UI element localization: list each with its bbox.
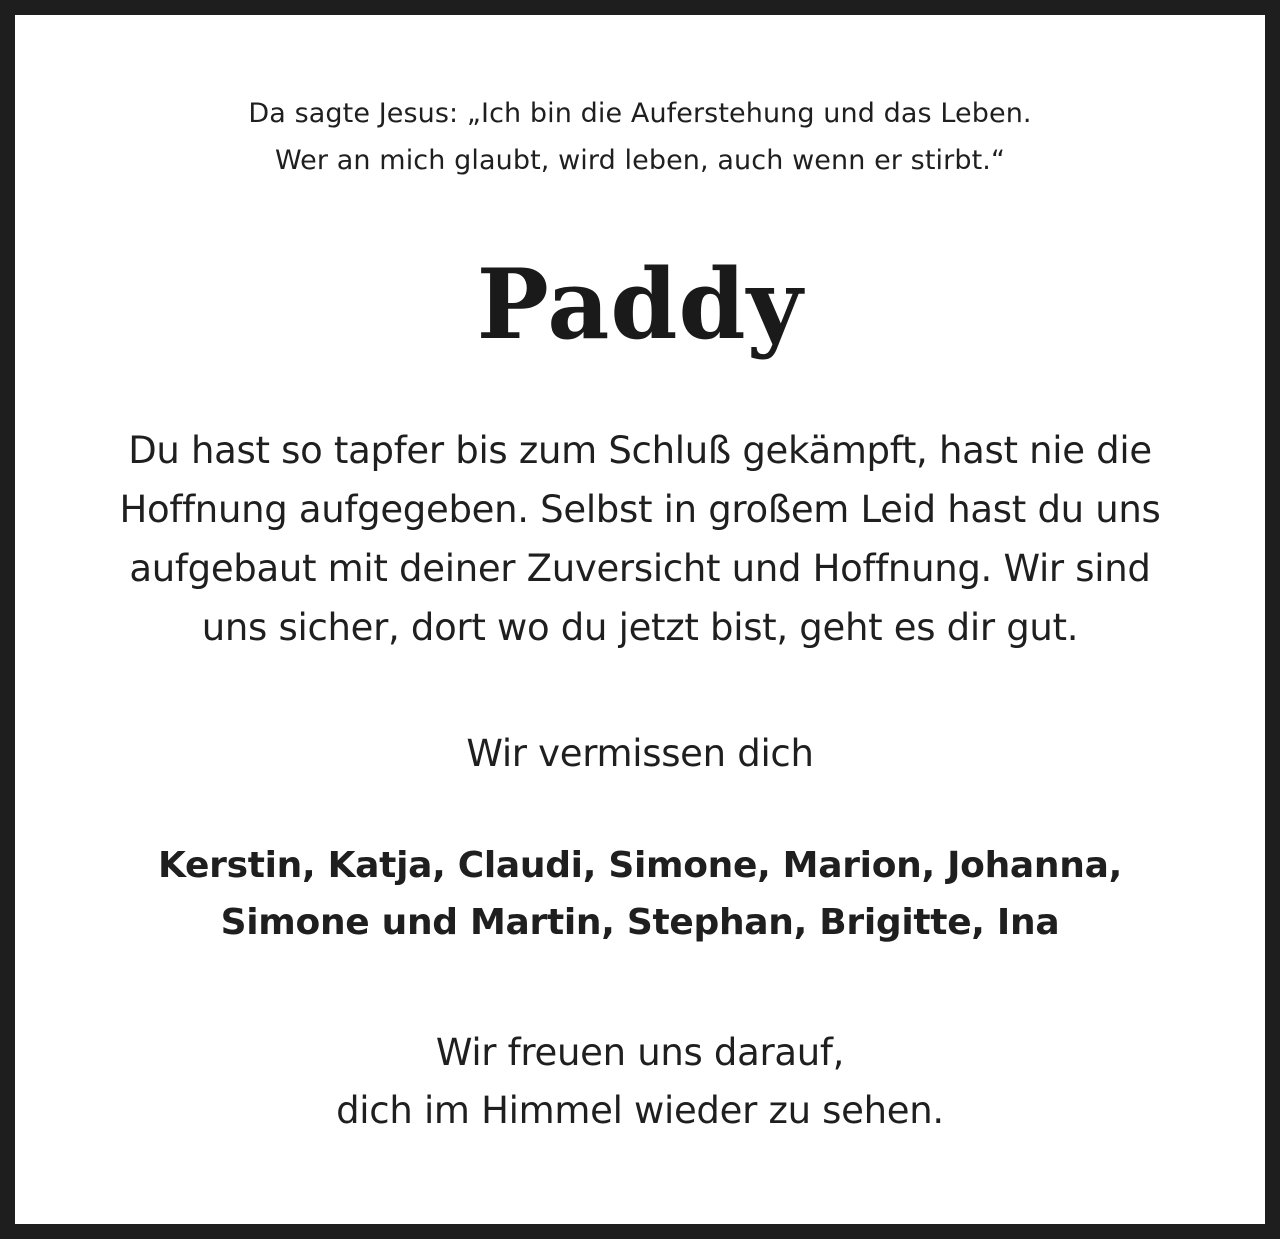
signers-line-1: Kerstin, Katja, Claudi, Simone, Marion, Johanna,: [158, 845, 1122, 886]
message-line-4: uns sicher, dort wo du jetzt bist, geht es dir gut.: [201, 606, 1079, 649]
message-line-1: Du hast so tapfer bis zum Schluß gekämpft, hast nie die: [128, 429, 1152, 472]
message-line-2: Hoffnung aufgegeben. Selbst in großem Leid hast du uns: [119, 488, 1161, 531]
deceased-name: Paddy: [476, 248, 804, 361]
closing-line-2: dich im Himmel wieder zu sehen.: [336, 1089, 944, 1132]
verse-line-1: Da sagte Jesus: „Ich bin die Auferstehung und das Leben.: [248, 98, 1032, 129]
signers-line-2: Simone und Martin, Stephan, Brigitte, Ina: [220, 902, 1060, 943]
closing-line-1: Wir freuen uns darauf,: [435, 1031, 845, 1074]
verse-line-2: Wer an mich glaubt, wird leben, auch wenn er stirbt.“: [274, 145, 1006, 176]
message-line-3: aufgebaut mit deiner Zuversicht und Hoffnung. Wir sind: [129, 547, 1151, 590]
miss-you-line: Wir vermissen dich: [466, 732, 814, 775]
